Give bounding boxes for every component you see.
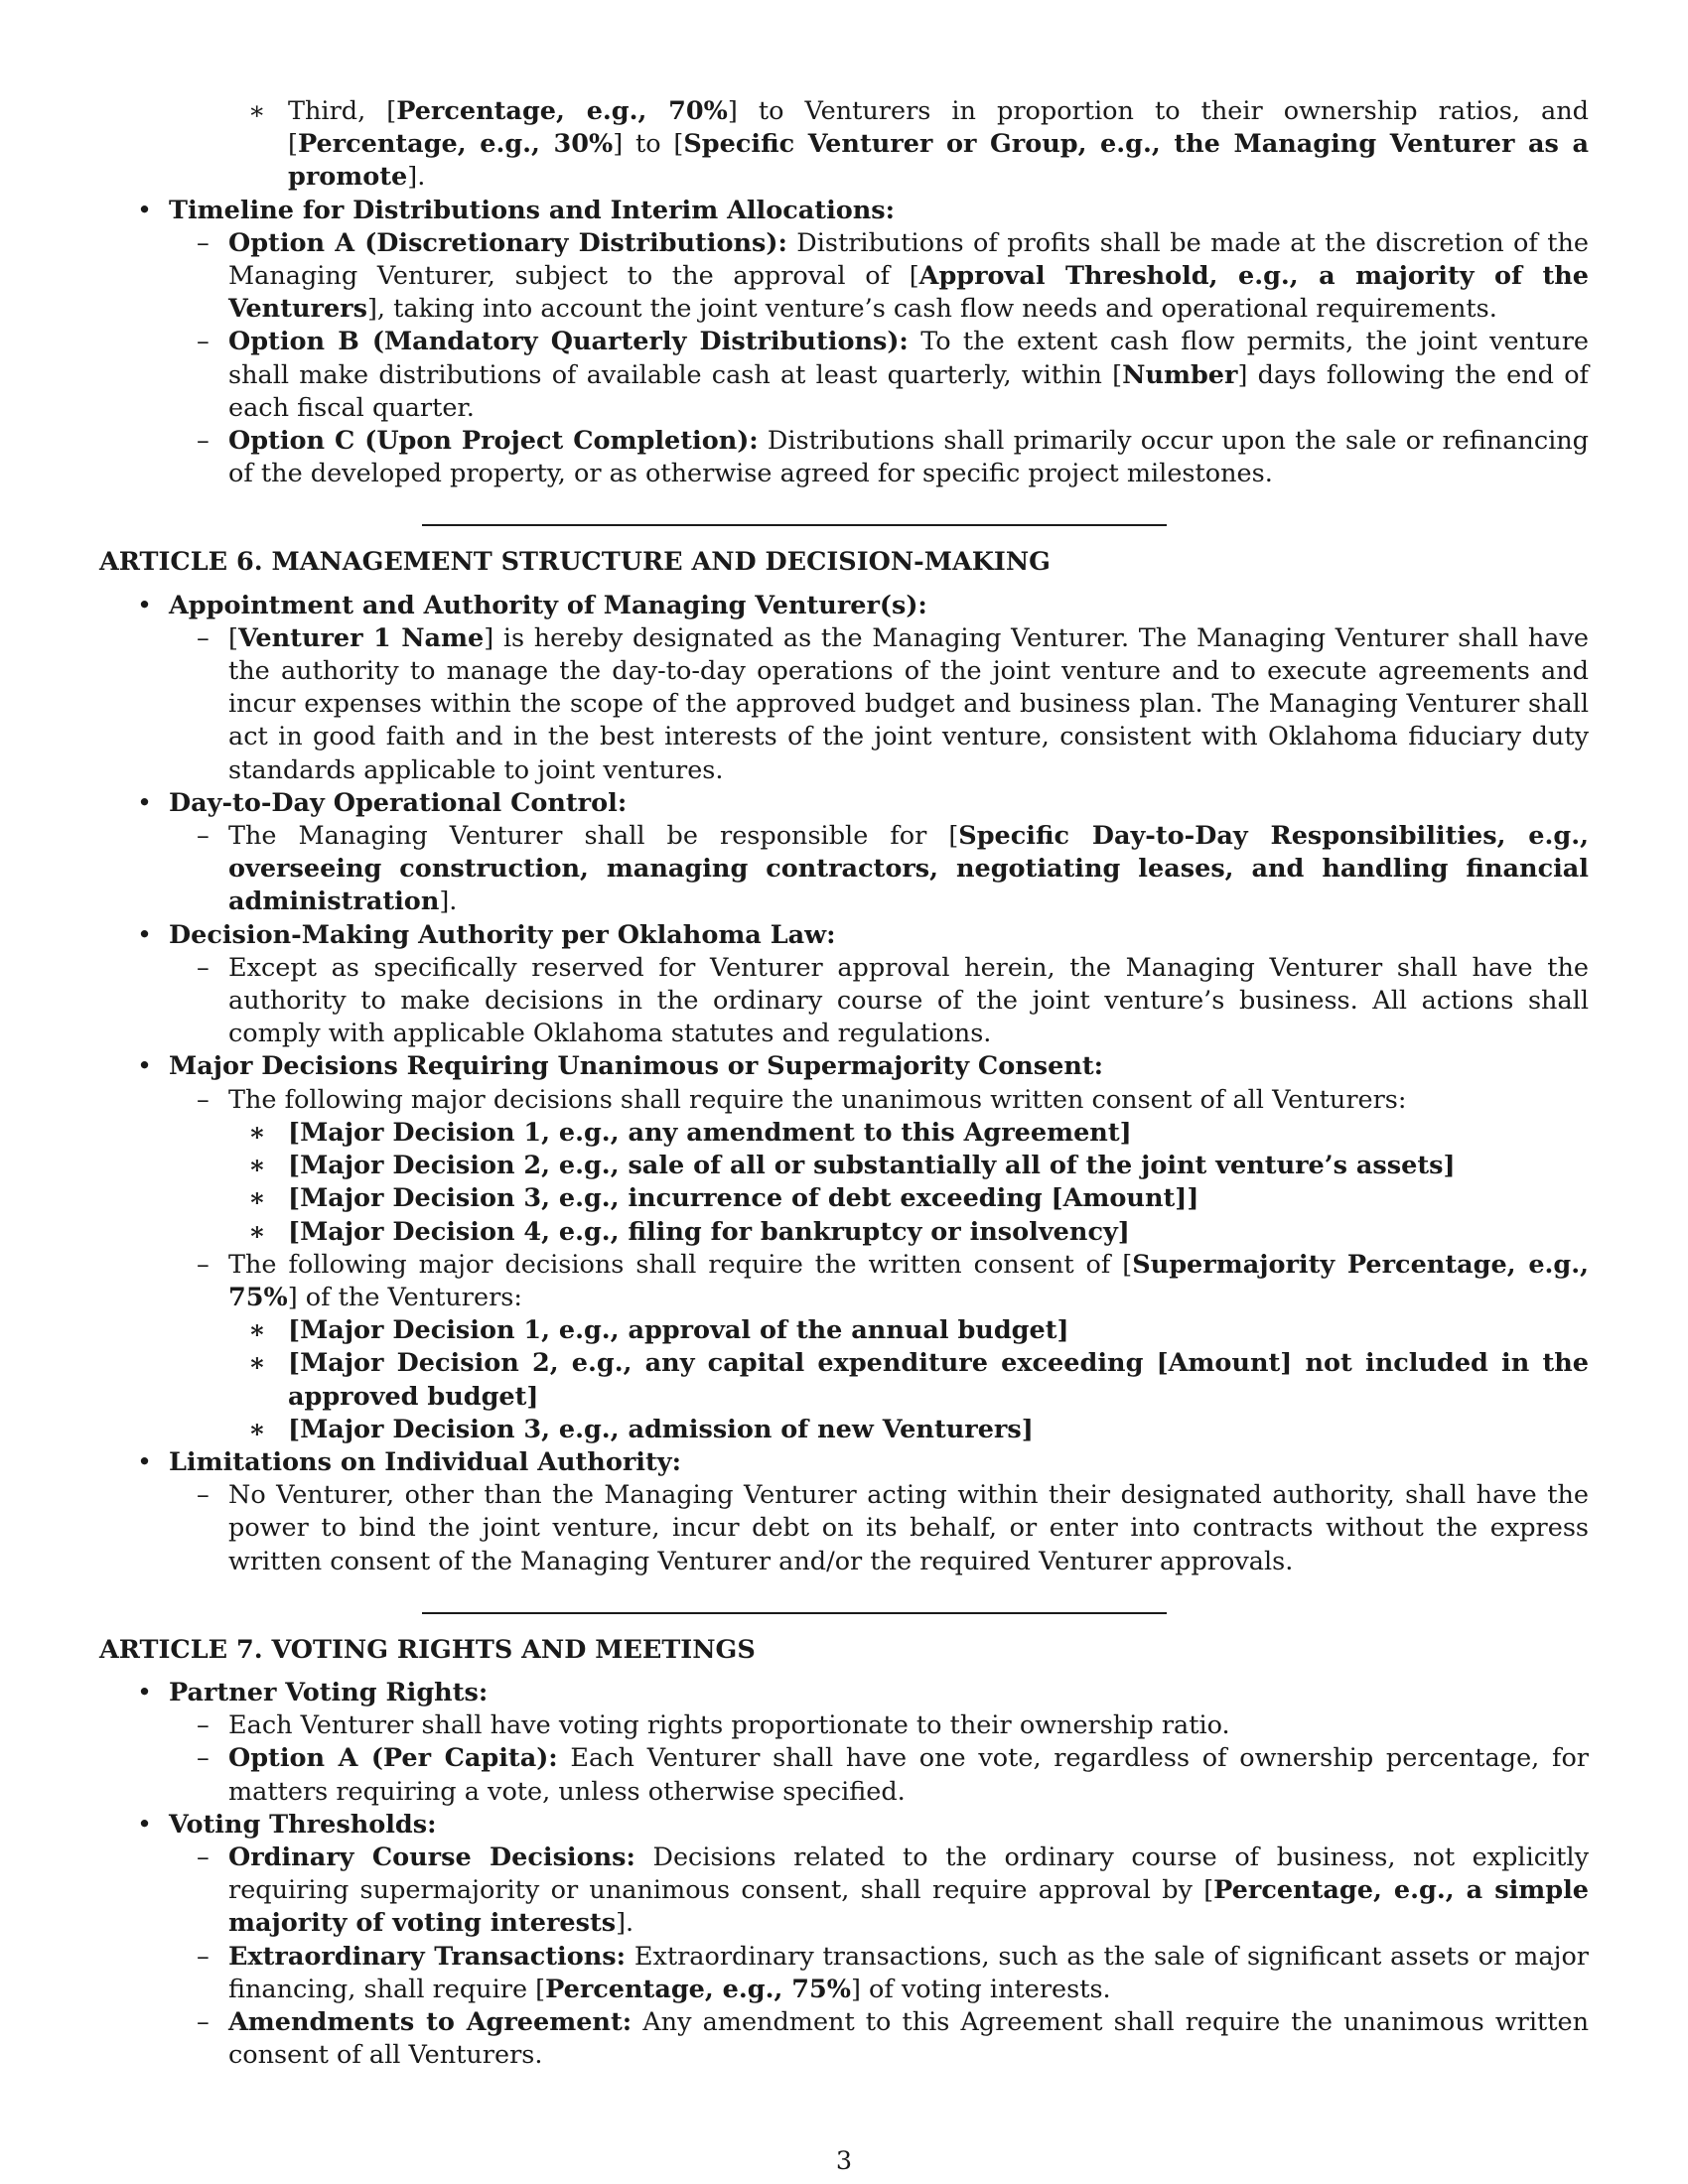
item-heading: Day-to-Day Operational Control: (169, 787, 628, 818)
option-label: Option C (Upon Project Completion): (228, 426, 759, 457)
bold-text: Specific Venturer or Group, e.g., the Managing Venturer as a promote (288, 129, 1589, 193)
appointment-text (99, 622, 1589, 787)
unanimous-decision: ∗ [Major Decision 1, e.g., any amendment to this Agreement] (99, 1117, 1589, 1150)
text: ]. (407, 162, 426, 193)
text: To the extent cash flow permits, the joint venture shall make distributions of available cash at least quarterly, within [ (228, 327, 1589, 390)
bold-text: Number (1122, 359, 1238, 390)
day-to-day-text (99, 820, 1589, 919)
bold-text: Percentage, e.g., 75% (545, 1974, 851, 2004)
item-heading: Voting Thresholds: (169, 1809, 437, 1840)
unanimous-decision: ∗ [Major Decision 2, e.g., sale of all or substantially all of the joint venture’s assets] (99, 1150, 1589, 1182)
text: ]. (616, 1908, 634, 1939)
item-heading: Appointment and Authority of Managing Venturer(s): (169, 590, 927, 620)
bold-text: Venturer 1 Name (237, 622, 485, 653)
decision-authority-item (99, 919, 1589, 1051)
sublist (99, 95, 1589, 195)
text: ] is hereby designated as the Managing Venturer. The Managing Venturer shall have the authority to manage the day-to-day operations of the joint venture and to execute agreements and incur expenses within the scope of the approved budget and business plan. The Managing Venturer shall act in good faith and in the best interests of the joint venture, consistent with Oklahoma fiduciary duty standards applicable to joint ventures. (228, 622, 1590, 785)
text: Third, [ (288, 96, 397, 126)
sublist-continuation (99, 95, 1589, 195)
text: ] to Venturers in proportion to their ownership ratios, and [ (288, 96, 1589, 160)
text: The following major decisions shall require the unanimous written consent of all Venturers: (228, 1084, 1407, 1115)
option-label: Amendments to Agreement: (228, 2006, 633, 2037)
bold-text: Specific Day-to-Day Responsibilities, e.g., overseeing construction, managing contractors, negotiating leases, and handling financial administration (228, 821, 1589, 917)
section-divider (422, 524, 1167, 526)
text: ] of voting interests. (850, 1974, 1111, 2004)
bold-text: Approval Threshold, e.g., a majority of the Venturers (228, 261, 1590, 325)
sublist (169, 1084, 1589, 1446)
voting-rights-item (99, 1677, 1589, 1809)
limitations-item (99, 1446, 1589, 1578)
unanimous-decisions (228, 1117, 1589, 1249)
option-label: Extraordinary Transactions: (228, 1941, 627, 1972)
limitations-text: – No Venturer, other than the Managing Venturer acting within their designated authority, shall have the power to bind the joint venture, incur debt on its behalf, or enter into contracts without the express written consent of the Managing Venturer and/or the required Venturer approvals. (99, 1479, 1589, 1578)
bold-text: Percentage, e.g., a simple majority of voting interests (228, 1875, 1589, 1939)
voting-option-a (99, 1742, 1589, 1808)
sublist (169, 622, 1589, 787)
supermajority-intro (99, 1249, 1589, 1446)
text: Decisions related to the ordinary course of business, not explicitly requiring supermajority or unanimous consent, shall require approval by [ (228, 1842, 1589, 1906)
timeline-item (99, 195, 1589, 491)
sublist (169, 1842, 1589, 2072)
article-6-heading: ARTICLE 6. MANAGEMENT STRUCTURE AND DECISION-MAKING (99, 547, 1051, 578)
text: Distributions shall primarily occur upon the sale or refinancing of the developed property, or as otherwise agreed for specific project milestones. (228, 426, 1590, 489)
text: ] of the Venturers: (287, 1282, 522, 1312)
extraordinary-transactions (99, 1941, 1589, 2006)
sublist (169, 1479, 1589, 1578)
bold-text: Percentage, e.g., 70% (396, 96, 728, 126)
text: ], taking into account the joint venture’s cash flow needs and operational requirements. (366, 294, 1497, 325)
item-heading: Major Decisions Requiring Unanimous or Supermajority Consent: (169, 1051, 1104, 1082)
appointment-item (99, 590, 1589, 787)
option-label: Option B (Mandatory Quarterly Distributions): (228, 327, 909, 357)
item-heading: Timeline for Distributions and Interim Allocations: (169, 195, 896, 225)
section-divider (422, 1612, 1167, 1614)
bold-text: Percentage, e.g., 30% (297, 129, 614, 160)
text: Each Venturer shall have one vote, regardless of ownership percentage, for matters requiring a vote, unless otherwise specified. (228, 1743, 1589, 1807)
list-continuation (99, 95, 1589, 195)
article-6-list (99, 590, 1589, 1578)
sublist (169, 1709, 1589, 1809)
page-content (99, 95, 1589, 2072)
sublist (169, 952, 1589, 1051)
article-5-list (99, 95, 1589, 490)
unanimous-intro (99, 1084, 1589, 1249)
decision-authority-text: – Except as specifically reserved for Venturer approval herein, the Managing Venturer shall have the authority to make decisions in the ordinary course of the joint venture’s business. All actions shall comply with applicable Oklahoma statutes and regulations. (99, 952, 1589, 1051)
text: ]. (439, 887, 458, 917)
article-7-list (99, 1677, 1589, 2072)
option-b (99, 326, 1589, 425)
item-heading: Decision-Making Authority per Oklahoma Law: (169, 919, 836, 950)
amendments (99, 2006, 1589, 2072)
article-7-heading: ARTICLE 7. VOTING RIGHTS AND MEETINGS (99, 1634, 756, 1665)
supermajority-decision: ∗ [Major Decision 3, e.g., admission of new Venturers] (99, 1414, 1589, 1446)
text: Distributions of profits shall be made at the discretion of the Managing Venturer, subject to the approval of [ (228, 227, 1589, 292)
distribution-tiers (99, 95, 1589, 195)
ordinary-decisions (99, 1842, 1589, 1941)
text: [ (228, 622, 238, 653)
page-number: 3 (835, 2146, 853, 2176)
unanimous-decision: ∗ [Major Decision 4, e.g., filing for bankruptcy or insolvency] (99, 1216, 1589, 1249)
text: The Managing Venturer shall be responsible for [ (228, 821, 959, 852)
item-heading: Limitations on Individual Authority: (169, 1446, 681, 1477)
text: Any amendment to this Agreement shall require the unanimous written consent of all Venturers. (228, 2006, 1590, 2071)
text: The following major decisions shall require the written consent of [ (228, 1249, 1133, 1280)
day-to-day-item (99, 787, 1589, 919)
option-label: Ordinary Course Decisions: (228, 1842, 635, 1872)
item-heading: Partner Voting Rights: (169, 1677, 489, 1707)
supermajority-decision: ∗ [Major Decision 1, e.g., approval of the annual budget] (99, 1314, 1589, 1347)
voting-thresholds-item (99, 1809, 1589, 2073)
major-decisions-item (99, 1050, 1589, 1445)
text: ] days following the end of each fiscal quarter. (228, 359, 1589, 423)
tier-third (99, 95, 1589, 195)
option-label: Option A (Per Capita): (228, 1743, 558, 1774)
option-c (99, 425, 1589, 490)
text: Extraordinary transactions, such as the sale of significant assets or major financing, shall require [ (228, 1941, 1589, 2004)
timeline-options (169, 227, 1589, 491)
option-label: Option A (Discretionary Distributions): (228, 227, 787, 258)
voting-rights-text: – Each Venturer shall have voting rights proportionate to their ownership ratio. (99, 1709, 1589, 1742)
unanimous-decision: ∗ [Major Decision 3, e.g., incurrence of debt exceeding [Amount]] (99, 1182, 1589, 1215)
bold-text: Supermajority Percentage, e.g., 75% (228, 1249, 1590, 1312)
supermajority-decisions (228, 1314, 1589, 1446)
option-a (99, 227, 1589, 327)
text: ] to [ (613, 129, 684, 160)
supermajority-decision: ∗ [Major Decision 2, e.g., any capital expenditure exceeding [Amount] not included in the approved budget] (99, 1347, 1589, 1413)
sublist (169, 820, 1589, 919)
